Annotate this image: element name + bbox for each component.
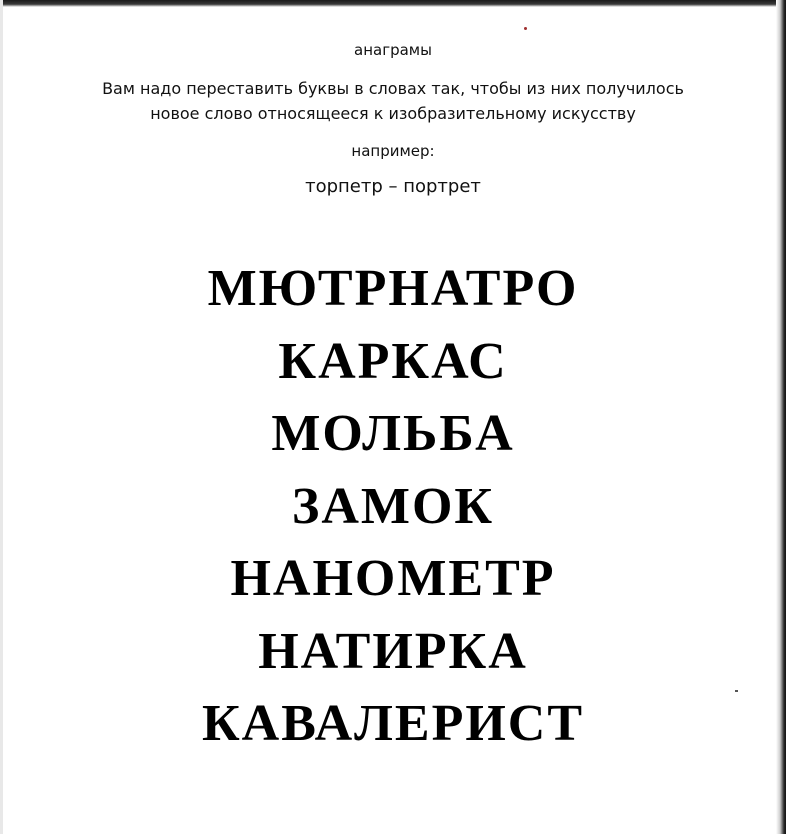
scan-speck	[524, 27, 527, 30]
anagram-word: МЮТРНАТРО	[207, 260, 579, 317]
example-label: например:	[351, 142, 435, 160]
anagram-word: НАТИРКА	[258, 622, 528, 680]
anagram-word: МОЛЬБА	[271, 405, 515, 462]
instruction-line: Вам надо переставить буквы в словах так, чтобы из них получилось	[102, 79, 684, 98]
anagram-list	[0, 253, 786, 761]
anagram-word: КАВАЛЕРИСТ	[201, 695, 585, 752]
instructions	[0, 76, 786, 126]
instruction-line: новое слово относящееся к изобразительному искусству	[150, 104, 636, 123]
anagram-word: КАРКАС	[278, 332, 508, 390]
scan-border-top	[0, 0, 786, 7]
anagram-word: НАНОМЕТР	[230, 550, 556, 607]
page-heading: анаграмы	[354, 41, 432, 59]
anagram-word: ЗАМОК	[291, 477, 495, 535]
example-text: торпетр – портрет	[305, 176, 481, 197]
